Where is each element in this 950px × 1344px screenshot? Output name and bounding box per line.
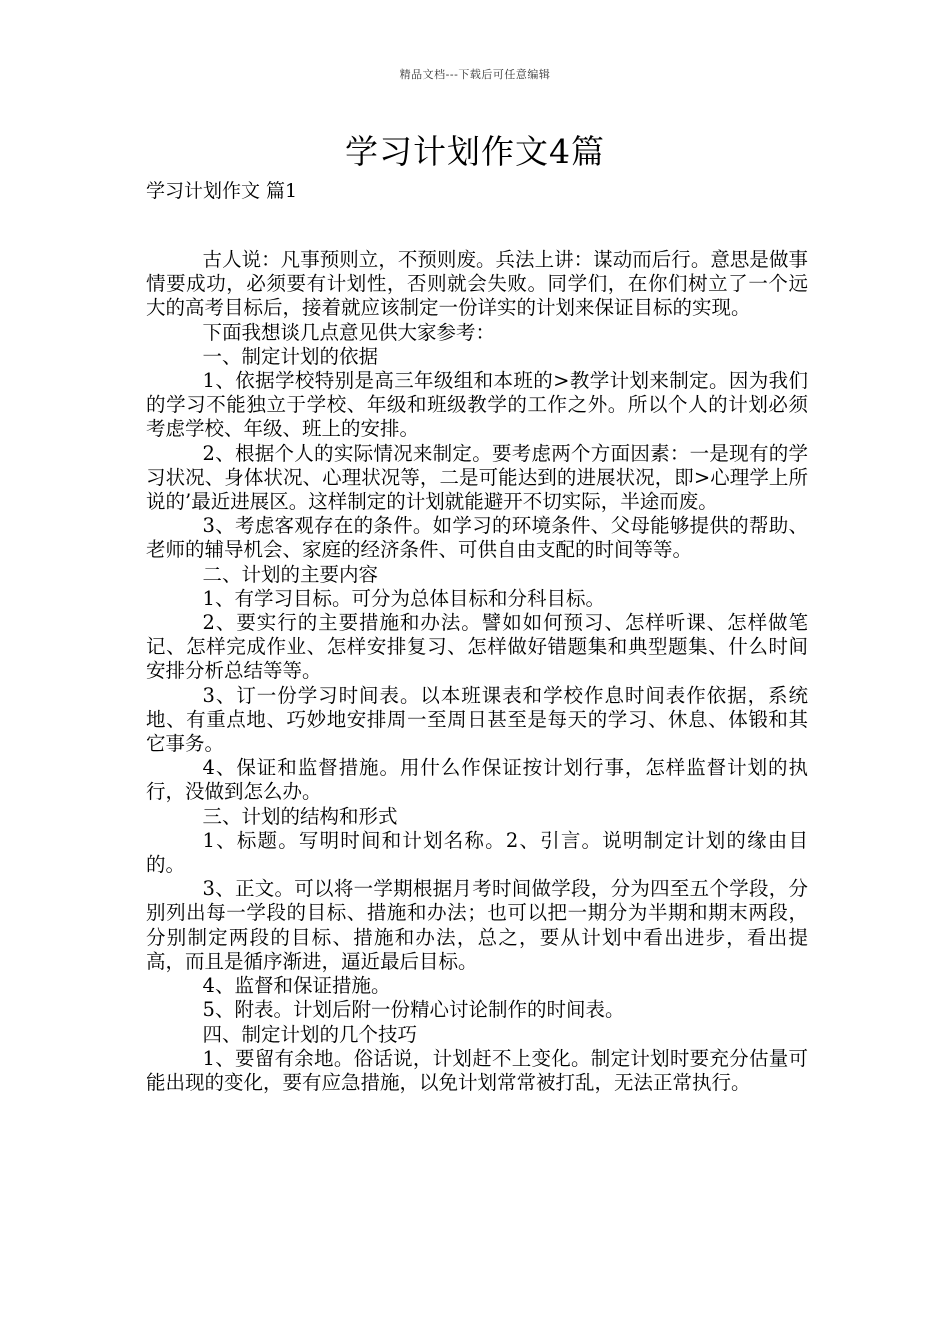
paragraph: 3、正文。可以将一学期根据月考时间做学段，分为四至五个学段，分别列出每一学段的目标、措施和办法；也可以把一期分为半期和期末两段，分别制定两段的目标、措施和办法，总之，要从计划中看出进步，看出提高，而且是循序渐进，逼近最后目标。 <box>146 877 808 973</box>
document-title: 学习计划作文4篇 <box>345 132 605 171</box>
header-note: 精品文档---下载后可任意编辑 <box>399 68 551 81</box>
subheading: 三、计划的结构和形式 <box>202 804 398 828</box>
subheading: 二、计划的主要内容 <box>202 562 379 586</box>
paragraph: 2、要实行的主要措施和办法。譬如如何预习、怎样听课、怎样做笔记、怎样完成作业、怎样安排复习、怎样做好错题集和典型题集、什么时间安排分析总结等等。 <box>146 611 808 683</box>
paragraph: 1、标题。写明时间和计划名称。2、引言。说明制定计划的缘由目的。 <box>146 828 808 877</box>
subheading: 四、制定计划的几个技巧 <box>202 1022 418 1046</box>
paragraph: 4、保证和监督措施。用什么作保证按计划行事，怎样监督计划的执行，没做到怎么办。 <box>146 756 808 804</box>
subheading: 一、制定计划的依据 <box>202 344 379 368</box>
paragraph: 1、依据学校特别是高三年级组和本班的>教学计划来制定。因为我们的学习不能独立于学校、年级和班级教学的工作之外。所以个人的计划必须考虑学校、年级、班上的安排。 <box>146 369 808 441</box>
paragraph: 3、考虑客观存在的条件。如学习的环境条件、父母能够提供的帮助、老师的辅导机会、家庭的经济条件、可供自由支配的时间等等。 <box>146 514 808 562</box>
section-heading: 学习计划作文 篇1 <box>146 180 298 202</box>
paragraph: 1、要留有余地。俗话说，计划赶不上变化。制定计划时要充分估量可能出现的变化，要有应急措施，以免计划常常被打乱，无法正常执行。 <box>146 1046 808 1094</box>
paragraph: 下面我想谈几点意见供大家参考： <box>202 320 496 344</box>
article-body <box>146 248 808 1095</box>
paragraph: 1、有学习目标。可分为总体目标和分科目标。 <box>202 586 605 610</box>
paragraph: 古人说：凡事预则立，不预则废。兵法上讲：谋动而后行。意思是做事情要成功，必须要有计划性，否则就会失败。同学们，在你们树立了一个远大的高考目标后，接着就应该制定一份详实的计划来保证目标的实现。 <box>146 248 808 320</box>
paragraph: 3、订一份学习时间表。以本班课表和学校作息时间表作依据，系统地、有重点地、巧妙地安排周一至周日甚至是每天的学习、休息、体锻和其它事务。 <box>146 683 808 756</box>
paragraph: 5、附表。计划后附一份精心讨论制作的时间表。 <box>202 998 625 1022</box>
paragraph: 2、根据个人的实际情况来制定。要考虑两个方面因素：一是现有的学习状况、身体状况、心理状况等，二是可能达到的进展状况，即>心理学上所说的’最近进展区。这样制定的计划就能避开不切实际，半途而废。 <box>146 441 808 514</box>
paragraph: 4、监督和保证措施。 <box>202 974 391 998</box>
